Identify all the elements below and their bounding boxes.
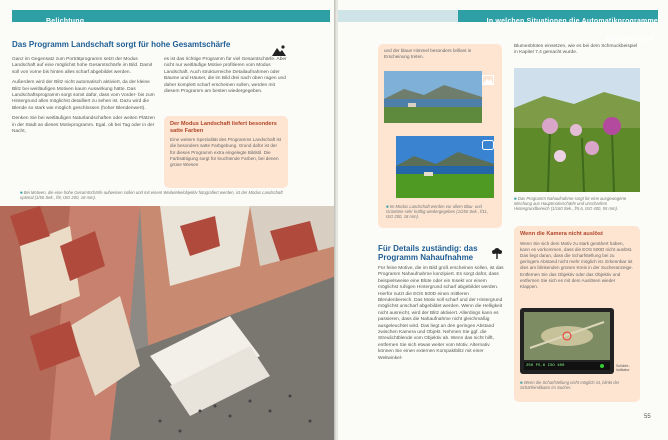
- lake-photo-landscape: [396, 136, 494, 198]
- tip-box-colors: [164, 116, 288, 188]
- header-strip: [338, 10, 458, 22]
- mountain-icon: [272, 44, 286, 56]
- section-header-bar-right: [458, 10, 658, 43]
- paragraph: Außerdem wird der Blitz nicht automatisch aktiviert, da der kleine Blitz bei weitläufigen Motiven kaum Auswirkung hätte. Das Landschaftsprogramm sorgt somit dafür, dass vom Vorder- bis zum Hintergrund alles möglichst detailliert zu sehen ist. Dazu wird die Blende so stark wie möglich geschlossen (hoher Blendenwert).: [12, 80, 155, 111]
- tip-body: Eine weitere Spezialität des Programms Landschaft ist die besonders satte Farbgebung. Grund dafür ist der für dieses Programm extra eingelegte Bildstil. Die Farbsättigung sorgt für leuchtende Farben, bei denen grüne Wiesen: [170, 137, 282, 167]
- viewfinder-image: [520, 308, 614, 374]
- tip-box-compare: [378, 44, 502, 228]
- left-column-2: [164, 57, 290, 99]
- heading-landschaft-wrap: [12, 40, 277, 49]
- tip-heading: Wenn die Kamera nicht auslöst: [520, 231, 603, 237]
- nahaufnahme-body: [378, 266, 504, 362]
- flower-icon: [490, 246, 504, 258]
- paragraph: es ist das richtige Programm für viel Gesamtschärfe. Aber nicht nur weitläufige Motive profitieren vom Modus Landschaft. Auch strukturreiche Detailaufnahmen oder Bäume und Häuser, die im Bild drei nach oben ragen und daher komplett scharf erscheinen sollen, werden mit diesem Programm am besten wiedergegeben.: [164, 57, 287, 95]
- caption-text: Wenn die Scharfstellung nicht möglich ist, blinkt der Schärfeindikator im Sucher.: [520, 380, 620, 391]
- compare-caption: [386, 204, 496, 220]
- tip-heading: Der Modus Landschaft liefert besonders satte Farben: [170, 121, 277, 134]
- caption-text: Bei Motiven, die eine hohe Gesamtschärfe aufweisen sollen und mit einem Weitwinkelobjektiv fotografiert werden, ist der Modus Landschaft optimal (1/50 Sek., f/8, ISO 200, 18 mm).: [20, 190, 283, 201]
- paragraph: Ganz im Gegensatz zum Porträtprogramm setzt der Modus Landschaft auf eine möglichst hohe Gesamtschärfe im Bild. Damit soll von vorne bis hinten alles scharf abgebildet werden.: [12, 57, 153, 75]
- tip-body: Wenn Sie sich dem Motiv zu stark genähert haben, kann es vorkommen, dass die EOS 500D nicht auslöst. Das liegt daran, dass die Scharfstellung bei zu geringem Abstand nicht mehr möglich ist. Erkennbar ist dies am blinkenden grünen Kreis in der Sucheranzeige. Entfernen Sie das Objektiv oder das Objektiv und entfernen Sie sich es mit dem Auslösen wieder Klappen.: [520, 240, 633, 290]
- section-header-text: Belichtung: [46, 18, 85, 25]
- heading-nahaufnahme-wrap: [378, 244, 486, 262]
- right-column-2-top: [514, 44, 642, 57]
- paragraph: Für feine Motive, die im Bild groß erscheinen sollen, ist das Programm Nahaufnahme konzipiert. Es sorgt dafür, dass beispielsweise eine Blüte oder ein Insekt vor einem möglichst ruhigen Hintergrund scharf abgebildet werden. Hierfür nutzt die EOS 500D einen mittleren Blendenbereich. Das Motiv soll scharf und der Hintergrund möglichst unscharf abgebildet werden. Wenn die Helligkeit nicht ausreicht, wird der Blitz aktiviert. Allerdings kann es passieren, dass die Nahaufnahme nicht gleichmäßig ausgeleuchtet wird. Das liegt an den geringen Abstand zwischen Kamera und Objekt. Nehmen Sie ggf. die Streulichtblende vom Objektiv ab. Wenn das nicht hilft, entfernen Sie sich etwas weiter vom Motiv. Alternativ können Sie einen externen Kompaktblitz mit einer Weitwinkel-: [378, 266, 504, 361]
- lake-photo-standard: [384, 71, 482, 123]
- caption-bullet-icon: ■: [514, 196, 518, 201]
- right-page: [338, 0, 668, 440]
- caption-bullet-icon: ■: [520, 380, 524, 385]
- caption-text: Das Programm Nahaufnahme sorgt für eine ausgewogene Mischung aus Hauptmotivschärfe und unscharfem Hintergrundbereich (1/160 Sek., f/5.6, ISO 400, 55 mm).: [514, 196, 627, 212]
- caption-text: Im Modus Landschaft werden vor allem Blau- und Grüntöne sehr kräftig wiedergegeben (1/250 Sek., f/11, ISO 200, 18 mm).: [386, 204, 488, 220]
- paragraph: Blumenblüten einsetzen, wie es bei dem Schmuckbeispiel in Kapitel 7.4 gemacht wurde.: [514, 44, 638, 56]
- mountain-icon: [482, 72, 494, 82]
- flower-caption: [514, 196, 640, 212]
- tip-intro: und der blaue Himmel besonders brillant in Erscheinung treten.: [384, 48, 472, 60]
- flower-photo: [514, 68, 640, 192]
- left-column-1: [12, 57, 155, 139]
- tip-box-camera: [514, 226, 640, 402]
- heading-landschaft: Das Programm Landschaft sorgt für hohe Gesamtschärfe: [12, 40, 231, 49]
- photo-caption: [20, 190, 290, 200]
- section-header-bar: [12, 10, 330, 25]
- caption-bullet-icon: ■: [20, 190, 24, 195]
- city-square-photo: [0, 206, 336, 440]
- camera-caption: [520, 380, 634, 390]
- heading-nahaufnahme: Für Details zuständig: das Programm Nahaufnahme: [378, 244, 478, 262]
- caption-bullet-icon: ■: [386, 204, 390, 209]
- frame-icon: [482, 137, 494, 147]
- viewfinder-readout: 250 F5.6 ISO 400: [526, 364, 565, 368]
- paragraph: Denken Sie bei weitläufigen Naturlandschaften oder weiten Plätzen in der Stadt an dieses Motivprogramm. Egal, ob bei Tag oder in der Nacht,: [12, 116, 155, 135]
- page-number: 55: [644, 414, 651, 420]
- section-header-text-right: In welchen Situationen die Automatikprogramme geeignet sind: [486, 18, 658, 43]
- focus-indicator-label: Schärfe-indikator: [616, 364, 630, 373]
